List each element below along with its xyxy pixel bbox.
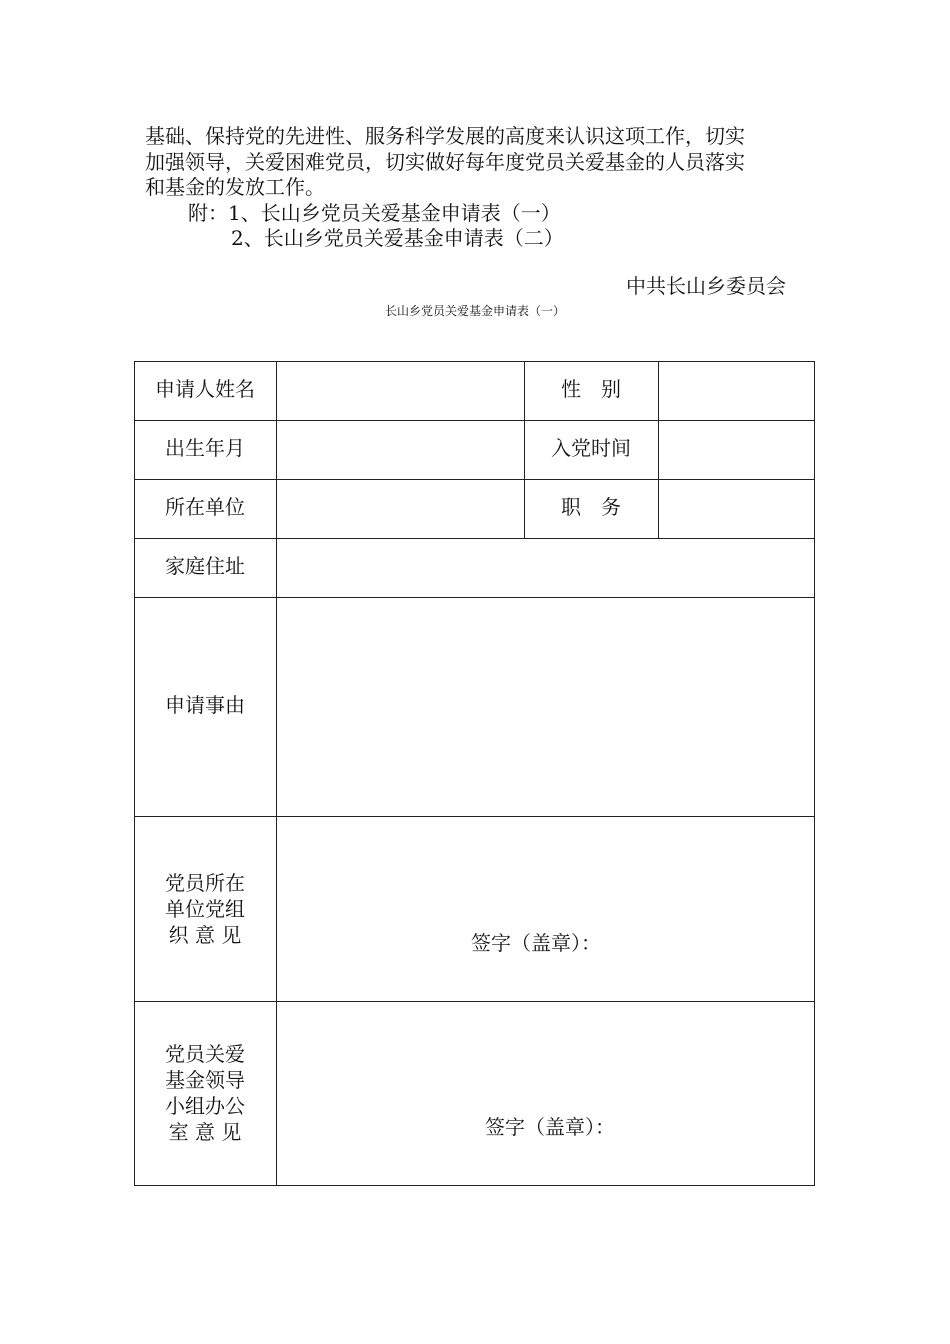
unit-party-org-opinion-line: 织 意 见 xyxy=(168,922,242,947)
fund-office-opinion-label xyxy=(134,1001,276,1185)
intro-line-1: 基础、保持党的先进性、服务科学发展的高度来认识这项工作，切实 xyxy=(145,124,745,148)
birth-date-label: 出生年月 xyxy=(165,435,245,460)
intro-line-2: 加强领导，关爱困难党员，切实做好每年度党员关爱基金的人员落实 xyxy=(145,150,745,174)
fund-office-opinion-line: 党员关爱 xyxy=(165,1042,245,1066)
home-address-label: 家庭住址 xyxy=(165,553,245,578)
table-border xyxy=(814,361,815,1186)
unit-party-org-opinion-field[interactable] xyxy=(277,817,814,1001)
table-title: 长山乡党员关爱基金申请表（一） xyxy=(384,304,565,318)
unit-party-org-opinion-line: 党员所在 xyxy=(165,870,245,895)
join-party-date-field[interactable] xyxy=(659,421,814,479)
application-reason-label: 申请事由 xyxy=(165,692,245,717)
table-border xyxy=(134,1185,815,1186)
birth-date-field[interactable] xyxy=(277,421,524,479)
unit-party-org-opinion-label xyxy=(134,816,276,1001)
application-form-table xyxy=(134,361,815,1186)
work-unit-field[interactable] xyxy=(277,480,524,538)
signature-seal-label: 签字（盖章）： xyxy=(471,931,601,955)
unit-party-org-opinion-line: 单位党组 xyxy=(165,896,245,921)
job-position-label: 职 务 xyxy=(561,494,621,519)
home-address-field[interactable] xyxy=(277,539,814,597)
fund-office-opinion-line: 小组办公 xyxy=(165,1094,245,1118)
job-position-field[interactable] xyxy=(659,480,814,538)
attachment-2: 2、长山乡党员关爱基金申请表（二） xyxy=(231,226,564,250)
attachment-1: 附：1、长山乡党员关爱基金申请表（一） xyxy=(188,201,561,225)
work-unit-label: 所在单位 xyxy=(165,494,245,519)
fund-office-opinion-line: 基金领导 xyxy=(165,1068,245,1092)
application-reason-field[interactable] xyxy=(277,598,814,816)
join-party-date-label: 入党时间 xyxy=(551,435,631,460)
fund-office-opinion-line: 室 意 见 xyxy=(168,1120,242,1144)
signatory: 中共长山乡委员会 xyxy=(626,274,786,298)
signature-seal-label: 签字（盖章）： xyxy=(485,1115,615,1139)
fund-office-opinion-field[interactable] xyxy=(277,1002,814,1185)
applicant-name-field[interactable] xyxy=(277,362,524,420)
gender-label: 性 别 xyxy=(561,376,621,401)
intro-line-3: 和基金的发放工作。 xyxy=(145,175,325,199)
applicant-name-label: 申请人姓名 xyxy=(155,376,255,401)
gender-field[interactable] xyxy=(659,362,814,420)
